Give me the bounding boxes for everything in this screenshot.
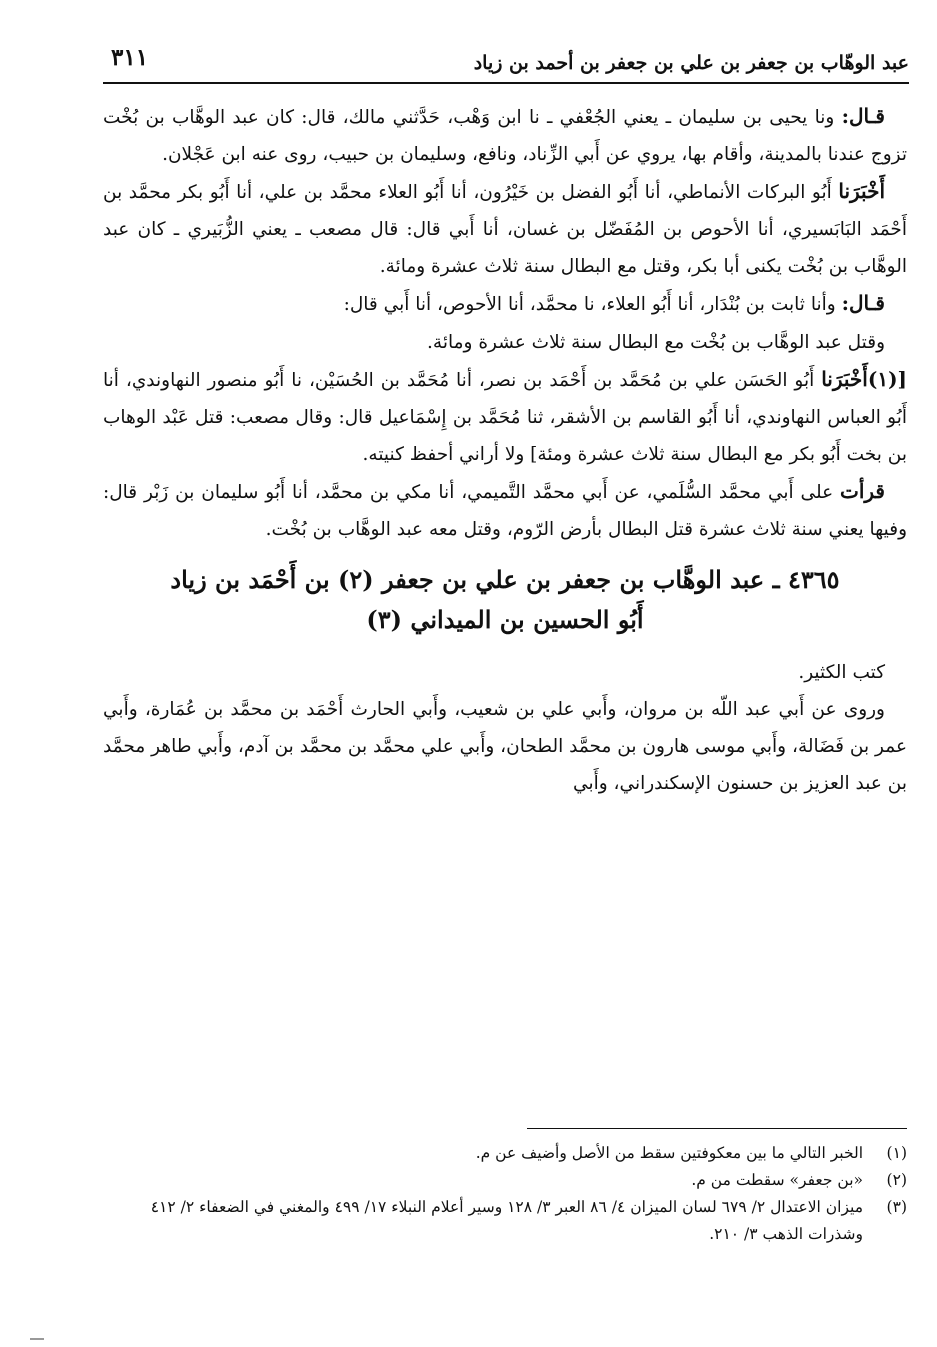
- paragraph-lead: قـال:: [841, 291, 885, 315]
- page-number: ٣١١: [111, 44, 149, 71]
- paragraph: [103, 654, 907, 691]
- main-text: [103, 98, 907, 802]
- paragraph-text: وقتل عبد الوهَّاب بن بُخْت مع البطال سنة ثلاث عشرة ومائة.: [427, 332, 885, 353]
- footnote: [103, 1167, 907, 1194]
- paragraph-text: وأنا ثابت بن بُنْدَار، أنا أَبُو العلاء، نا محمَّد، أنا الأحوص، أنا أَبي قال:: [343, 294, 842, 315]
- paragraph-lead: [(١)أَخْبَرَنا: [821, 367, 907, 391]
- paragraph-text: على أَبي محمَّد السُّلَمي، عن أَبي محمَّد التَّميمي، أنا مكي بن محمَّد، أنا أَبُو سليمان بن زَبْر قال: وفيها يعني سنة ثلاث عشرة قتل البطال بأرض الرّوم، وقتل معه عبد الوهَّاب بن بُخْت.: [103, 482, 907, 540]
- footnote-number: (١): [886, 1144, 907, 1162]
- paragraph-text: أَبُو البركات الأنماطي، أنا أَبُو الفضل بن خَيْرُون، أنا أَبُو العلاء محمَّد بن علي، أنا أَبُو بكر محمَّد بن أَحْمَد البَابَسيري، أنا الأحوص بن المُفَضّل بن غسان، أنا أَبي قال: قال مصعب ـ يعني الزُّبَيري ـ كان عبد الوهَّاب بن بُخْت يكنى أبا بكر، وقتل مع البطال سنة ثلاث عشرة ومائة.: [103, 182, 907, 277]
- paragraph-lead: قـال:: [841, 104, 885, 128]
- footnote-number: (٢): [886, 1171, 907, 1189]
- entry-heading: [103, 560, 907, 640]
- paragraph-text: وروى عن أَبي عبد اللّه بن مروان، وأَبي علي بن شعيب، وأَبي الحارث أَحْمَد بن محمَّد بن عُمَارة، وأَبي عمر بن فَضَالة، وأَبي موسى هارون بن محمَّد الطحان، وأَبي علي محمَّد بن محمَّد بن آدم، وأَبي طاهر محمَّد بن عبد العزيز بن حسنون الإسكندراني، وأَبي: [103, 699, 907, 794]
- paragraph: [103, 691, 907, 802]
- paragraph: [103, 323, 907, 361]
- footnote-text: «بن جعفر» سقطت من م.: [691, 1171, 863, 1189]
- footnotes: [103, 1140, 907, 1248]
- running-title: عبد الوهّاب بن جعفر بن علي بن جعفر بن أحمد بن زياد: [473, 52, 909, 74]
- paragraph-text: أَبُو الحَسَن علي بن مُحَمَّد بن أَحْمَد بن نصر، أنا مُحَمَّد بن الحُسَيْن، نا أَبُو منصور النهاوندي، أنا أَبُو العباس النهاوندي، أنا أَبُو القاسم بن الأشقر، ثنا مُحَمَّد بن إِسْمَاعيل قال: وقال مصعب: قتل عَبْد الوهاب بن بخت أَبُو بكر مع البطال سنة ثلاث عشرة ومئة] ولا أراني أحفظ كنيته.: [103, 370, 907, 465]
- paragraph: [103, 361, 907, 473]
- page-header: [103, 42, 909, 84]
- footnote-text: الخبر التالي ما بين معكوفتين سقط من الأصل وأضيف عن م.: [475, 1144, 863, 1162]
- paragraph-lead: قرأت: [840, 479, 885, 503]
- footnote-rule: [527, 1128, 907, 1129]
- paragraph: [103, 173, 907, 285]
- footnote-number: (٣): [886, 1198, 907, 1216]
- footnote-text: ميزان الاعتدال ٢/ ٦٧٩ لسان الميزان ٤/ ٨٦ العبر ٣/ ١٢٨ وسير أعلام النبلاء ١٧/ ٤٩٩ والمغني في الضعفاء ٢/ ٤١٢ وشذرات الذهب ٣/ ٢١٠.: [150, 1198, 863, 1243]
- paragraph: [103, 285, 907, 323]
- footnote: [103, 1194, 907, 1248]
- paragraph: [103, 98, 907, 173]
- paragraph-text: كتب الكثير.: [798, 662, 885, 683]
- scan-mark: [30, 1338, 44, 1340]
- paragraph-lead: أَخْبَرَنا: [838, 179, 885, 203]
- paragraph-text: ونا يحيى بن سليمان ـ يعني الجُعْفي ـ نا ابن وَهْب، حَدَّثني مالك، قال: كان عبد الوهَّاب بن بُخْت تزوج عندنا بالمدينة، وأقام بها، يروي عن أَبي الزِّناد، ونافع، وسليمان بن حبيب، روى عنه ابن عَجْلان.: [103, 107, 907, 165]
- entry-heading-line: ٤٣٦٥ ـ عبد الوهَّاب بن جعفر بن علي بن جعفر (٢) بن أَحْمَد بن زياد: [170, 565, 840, 594]
- paragraph: [103, 473, 907, 548]
- footnote: [103, 1140, 907, 1167]
- entry-heading-line: أَبُو الحسين بن الميداني (٣): [366, 605, 644, 634]
